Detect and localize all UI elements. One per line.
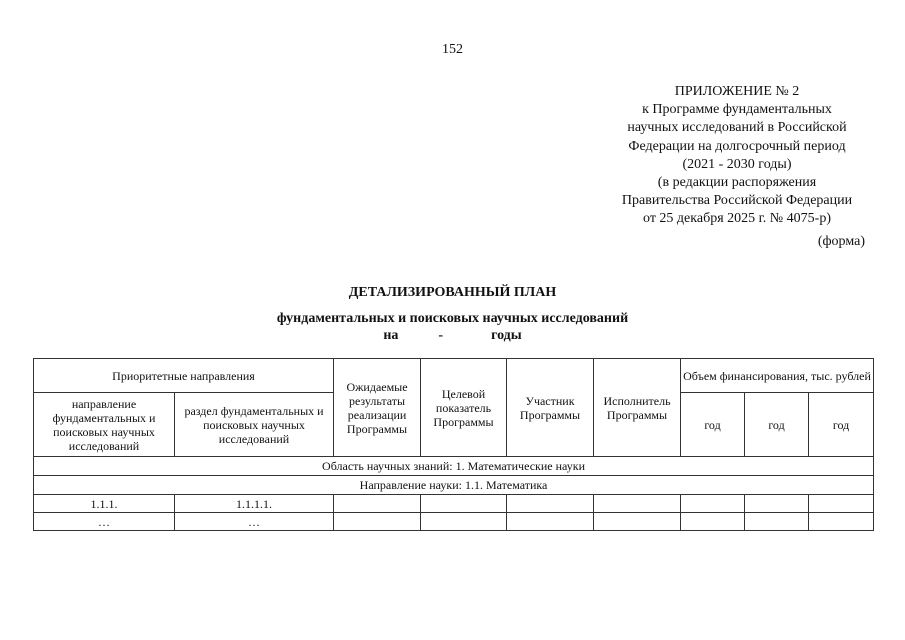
empty-cell: [594, 513, 681, 531]
empty-cell: [334, 495, 421, 513]
direction-header: направление фундаментальных и поисковых научных исследований: [34, 393, 175, 457]
appendix-line: к Программе фундаментальных: [642, 102, 832, 118]
appendix-line: Федерации на долгосрочный период: [628, 138, 846, 154]
empty-cell: [681, 495, 745, 513]
section-cell: …: [175, 513, 334, 531]
years-suffix: годы: [491, 328, 522, 343]
empty-cell: [745, 495, 809, 513]
empty-cell: [594, 495, 681, 513]
section-header: раздел фундаментальных и поисковых научных исследований: [175, 393, 334, 457]
empty-cell: [421, 495, 507, 513]
page-number: 152: [442, 42, 463, 57]
table-row: [34, 513, 874, 531]
appendix-line: научных исследований в Российской: [627, 120, 847, 136]
empty-cell: [507, 513, 594, 531]
empty-cell: [809, 495, 874, 513]
year-header: год: [809, 393, 874, 457]
funding-header: Объем финансирования, тыс. рублей: [681, 359, 874, 393]
priority-directions-header: Приоритетные направления: [34, 359, 334, 393]
direction-cell: …: [34, 513, 175, 531]
science-direction-row: Направление науки: 1.1. Математика: [34, 476, 874, 495]
appendix-line: (в редакции распоряжения: [657, 175, 817, 191]
expected-results-header: Ожидаемые результаты реализации Программы: [334, 359, 421, 457]
direction-cell: 1.1.1.: [34, 495, 175, 513]
science-area-row: Область научных знаний: 1. Математические науки: [34, 457, 874, 476]
empty-cell: [507, 495, 594, 513]
year-header: год: [745, 393, 809, 457]
executor-header: Исполнитель Программы: [594, 359, 681, 457]
document-title: ДЕТАЛИЗИРОВАННЫЙ ПЛАН: [348, 285, 557, 300]
empty-cell: [421, 513, 507, 531]
year-header: год: [681, 393, 745, 457]
empty-cell: [334, 513, 421, 531]
empty-cell: [681, 513, 745, 531]
appendix-header: [592, 83, 882, 229]
empty-cell: [745, 513, 809, 531]
appendix-line: от 25 декабря 2025 г. № 4075-р): [643, 211, 831, 227]
section-cell: 1.1.1.1.: [175, 495, 334, 513]
document-subtitle: фундаментальных и поисковых научных исследований: [276, 311, 629, 326]
appendix-line: ПРИЛОЖЕНИЕ № 2: [674, 84, 800, 99]
table-row: [34, 495, 874, 513]
years-dash: -: [438, 328, 444, 343]
plan-table: [33, 358, 874, 531]
years-prefix: на: [383, 328, 399, 343]
appendix-line: Правительства Российской Федерации: [621, 193, 853, 209]
target-indicator-header: Целевой показатель Программы: [421, 359, 507, 457]
participant-header: Участник Программы: [507, 359, 594, 457]
appendix-line: (2021 - 2030 годы): [682, 156, 792, 172]
years-line: [0, 328, 905, 344]
form-label: (форма): [817, 234, 865, 249]
empty-cell: [809, 513, 874, 531]
